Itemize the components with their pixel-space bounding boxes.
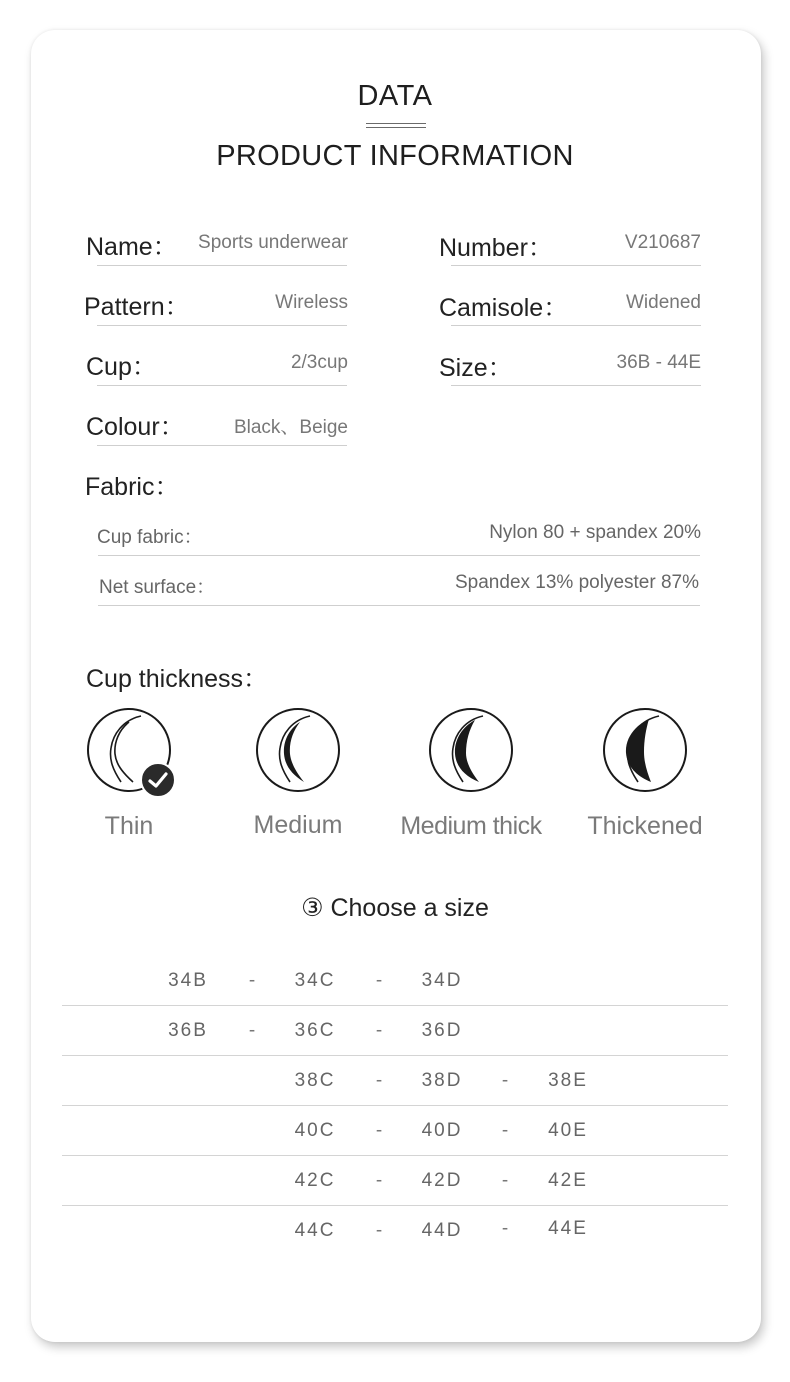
size-cell: 44D	[421, 1220, 463, 1241]
size-cell: 36D	[421, 1020, 463, 1041]
selected-check	[140, 762, 176, 798]
size-separator: -	[501, 1218, 509, 1239]
fabric-row-value: Nylon 80 + spandex 20%	[489, 522, 701, 543]
size-cell: 34D	[421, 970, 463, 991]
size-row-divider	[62, 1155, 728, 1156]
cup-option-label: Thin	[104, 812, 154, 840]
size-value: 36B - 44E	[616, 352, 701, 373]
fabric-divider	[98, 555, 700, 556]
page-title: PRODUCT INFORMATION	[216, 140, 574, 172]
pattern-label: Pattern：	[84, 293, 190, 321]
thickened-cup-icon	[605, 710, 685, 790]
size-cell: 36C	[294, 1020, 336, 1041]
size-cell: 38E	[548, 1070, 588, 1091]
size-cell: 40C	[294, 1120, 336, 1141]
size-separator: -	[501, 1070, 509, 1091]
name-label: Name：	[86, 233, 178, 261]
cup-thickness-label: Cup thickness：	[86, 665, 269, 693]
fabric-row-label: Cup fabric：	[97, 527, 203, 548]
fabric-divider	[98, 605, 700, 606]
spec-divider	[451, 265, 701, 266]
size-label: Size：	[439, 354, 513, 382]
size-cell: 34B	[168, 970, 208, 991]
size-cell: 44C	[294, 1220, 336, 1241]
size-cell: 38C	[294, 1070, 336, 1091]
size-separator: -	[375, 970, 383, 991]
colour-label: Colour：	[86, 413, 185, 441]
size-cell: 40E	[548, 1120, 588, 1141]
camisole-value: Widened	[626, 292, 701, 313]
name-value: Sports underwear	[198, 232, 348, 253]
size-cell: 42D	[421, 1170, 463, 1191]
fabric-row-value: Spandex 13% polyester 87%	[455, 572, 699, 593]
size-separator: -	[501, 1120, 509, 1141]
medium-thick-cup-icon	[431, 710, 511, 790]
size-row-divider	[62, 1205, 728, 1206]
spec-divider	[451, 325, 701, 326]
cup-option-medium[interactable]	[256, 708, 340, 792]
camisole-label: Camisole：	[439, 294, 569, 322]
size-separator: -	[375, 1070, 383, 1091]
size-separator: -	[375, 1170, 383, 1191]
size-row-divider	[62, 1105, 728, 1106]
size-separator: -	[375, 1220, 383, 1241]
section-title: DATA	[357, 80, 433, 112]
fabric-row-label: Net surface：	[99, 577, 216, 598]
size-chart-title: ③ Choose a size	[301, 894, 489, 922]
size-cell: 34C	[294, 970, 336, 991]
cup-option-label: Thickened	[587, 812, 703, 840]
fabric-label: Fabric：	[85, 473, 180, 501]
cup-option-label: Medium	[253, 811, 343, 839]
cup-label: Cup：	[86, 353, 157, 381]
medium-cup-icon	[258, 710, 338, 790]
size-cell: 42C	[294, 1170, 336, 1191]
title-divider	[366, 123, 426, 128]
spec-divider	[97, 325, 347, 326]
number-label: Number：	[439, 234, 553, 262]
size-separator: -	[248, 970, 256, 991]
size-separator: -	[501, 1170, 509, 1191]
spec-divider	[97, 445, 347, 446]
size-cell: 44E	[548, 1218, 588, 1239]
spec-divider	[451, 385, 701, 386]
size-row-divider	[62, 1005, 728, 1006]
size-cell: 40D	[421, 1120, 463, 1141]
size-separator: -	[248, 1020, 256, 1041]
size-separator: -	[375, 1020, 383, 1041]
cup-value: 2/3cup	[290, 352, 348, 373]
pattern-value: Wireless	[275, 292, 348, 313]
cup-option-medium-thick[interactable]	[429, 708, 513, 792]
size-row-divider	[62, 1055, 728, 1056]
size-cell: 36B	[168, 1020, 208, 1041]
cup-option-label: Medium thick	[400, 812, 542, 840]
size-separator: -	[375, 1120, 383, 1141]
spec-divider	[97, 385, 347, 386]
size-cell: 42E	[548, 1170, 588, 1191]
cup-option-thickened[interactable]	[603, 708, 687, 792]
size-cell: 38D	[421, 1070, 463, 1091]
number-value: V210687	[624, 232, 701, 253]
spec-divider	[97, 265, 347, 266]
colour-value: Black、Beige	[233, 417, 348, 438]
checkmark-icon	[142, 764, 174, 796]
